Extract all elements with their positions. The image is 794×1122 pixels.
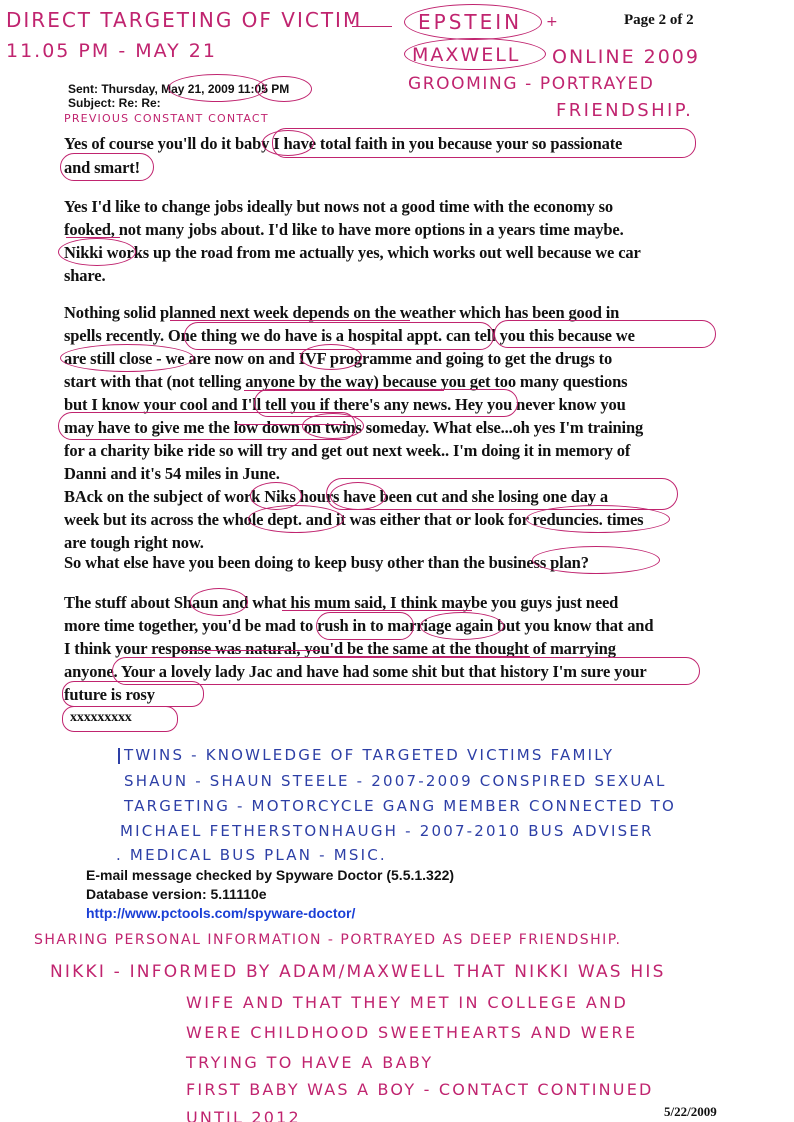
pink-note-cutoff: UNTIL 2012 — [186, 1108, 301, 1122]
pink-note-line: FIRST BABY WAS A BOY - CONTACT CONTINUED — [186, 1080, 654, 1099]
annotation-direct-targeting: DIRECT TARGETING OF VICTIM — [6, 8, 363, 32]
annotation-friendship: FRIENDSHIP. — [556, 100, 694, 121]
body-line: fooked, not many jobs about. I'd like to have more options in a years time maybe. — [64, 220, 624, 239]
spyware-line: E-mail message checked by Spyware Doctor (5.5.1.322) — [86, 867, 455, 883]
blue-note-margin-bar — [118, 748, 120, 764]
page-number: Page 2 of 2 — [624, 12, 694, 28]
body-line: The stuff about Shaun and what his mum said, I think maybe you guys just need — [64, 593, 619, 612]
annotation-plus: + — [546, 14, 560, 30]
pctools-link[interactable]: http://www.pctools.com/spyware-doctor/ — [86, 905, 356, 921]
body-line: more time together, you'd be mad to rush in to marriage again but you know that and — [64, 616, 654, 635]
body-line: xxxxxxxxx — [70, 710, 132, 725]
body-line: are tough right now. — [64, 533, 204, 552]
body-line: Nothing solid planned next week depends on the weather which has been good in — [64, 303, 620, 322]
body-line: anyone. Your a lovely lady Jac and have had some shit but that history I'm sure your — [64, 662, 647, 681]
email-sent-line: Sent: Thursday, May 21, 2009 11:05 PM — [68, 82, 290, 96]
blue-note-line: MICHAEL FETHERSTONHAUGH - 2007-2010 BUS ADVISER — [120, 822, 654, 840]
pink-note-line: TRYING TO HAVE A BABY — [186, 1053, 434, 1072]
body-line: start with that (not telling anyone by the way) because you get too many questions — [64, 372, 628, 391]
body-line: Yes of course you'll do it baby I have total faith in you because your so passionate — [64, 134, 623, 153]
blue-note-line: . MEDICAL BUS PLAN - MSIC. — [116, 846, 387, 864]
body-line: Yes I'd like to change jobs ideally but nows not a good time with the economy so — [64, 197, 614, 216]
pink-note-nikki: NIKKI - INFORMED BY ADAM/MAXWELL THAT NIKKI WAS HIS — [50, 962, 666, 982]
body-line: spells recently. One thing we do have is a hospital appt. can tell you this because we — [64, 326, 635, 345]
body-line: future is rosy — [64, 685, 155, 704]
annotation-grooming: GROOMING - PORTRAYED — [408, 74, 655, 94]
annotation-time-date: 11.05 PM - MAY 21 — [6, 40, 217, 62]
database-line: Database version: 5.11110e — [86, 886, 267, 902]
email-subject-line: Subject: Re: Re: — [68, 96, 161, 110]
annotation-name-maxwell: MAXWELL — [412, 44, 521, 66]
body-line: for a charity bike ride so will try and get out next week.. I'm doing it in memory of — [64, 441, 631, 460]
body-line: I think your response was natural, you'd be the same at the thought of marrying — [64, 639, 616, 658]
annotation-name-epstein: EPSTEIN — [418, 10, 523, 34]
body-line: Danni and it's 54 miles in June. — [64, 464, 280, 483]
footer-date: 5/22/2009 — [664, 1104, 717, 1119]
blue-note-line: TARGETING - MOTORCYCLE GANG MEMBER CONNECTED TO — [124, 797, 677, 815]
pink-note-sharing: SHARING PERSONAL INFORMATION - PORTRAYED AS DEEP FRIENDSHIP. — [34, 932, 622, 948]
pink-note-line: WIFE AND THAT THEY MET IN COLLEGE AND — [186, 993, 629, 1012]
body-line: and smart! — [64, 158, 140, 177]
body-line: are still close - we are now on and IVF programme and going to get the drugs to — [64, 349, 613, 368]
body-line: Nikki works up the road from me actually yes, which works out well because we car — [64, 243, 641, 262]
annotation-previous-contact: PREVIOUS CONSTANT CONTACT — [64, 112, 269, 125]
body-line: BAck on the subject of work Niks hours have been cut and she losing one day a — [64, 487, 609, 506]
body-line: share. — [64, 266, 106, 285]
body-line: So what else have you been doing to keep busy other than the business plan? — [64, 553, 589, 572]
annotation-online-2009: ONLINE 2009 — [552, 46, 700, 68]
body-line: week but its across the whole dept. and it was either that or look for reduncies. times — [64, 510, 644, 529]
blue-note-line: SHAUN - SHAUN STEELE - 2007-2009 CONSPIRED SEXUAL — [124, 772, 667, 790]
body-line: may have to give me the low down on twins someday. What else...oh yes I'm training — [64, 418, 644, 437]
body-line: but I know your cool and I'll tell you if there's any news. Hey you never know you — [64, 395, 626, 414]
blue-note-line: TWINS - KNOWLEDGE OF TARGETED VICTIMS FAMILY — [124, 746, 615, 764]
pink-note-line: WERE CHILDHOOD SWEETHEARTS AND WERE — [186, 1023, 638, 1042]
